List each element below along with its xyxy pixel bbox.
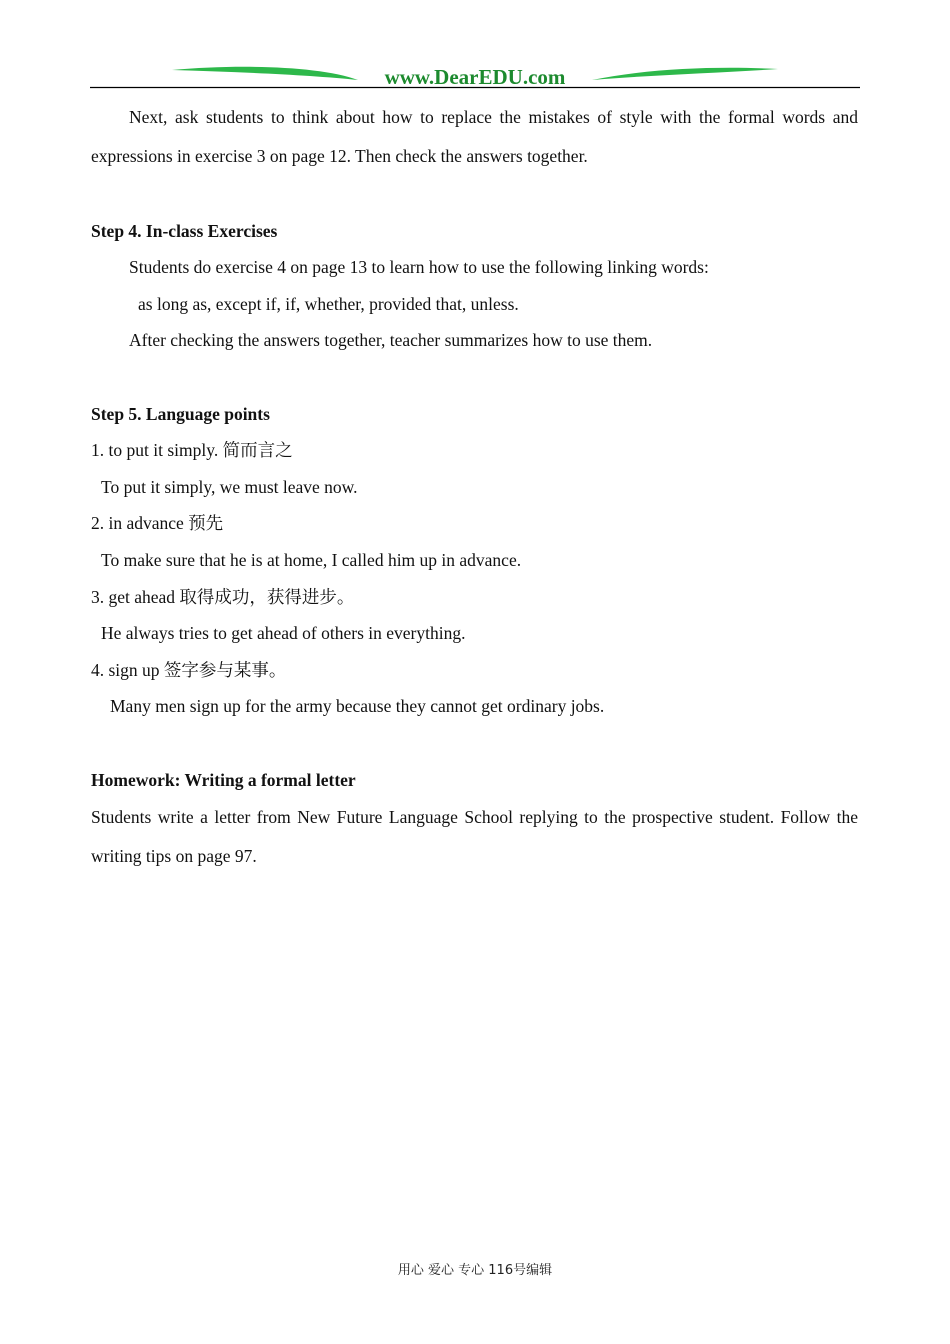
- language-point-term: 2. in advance 预先: [91, 513, 224, 534]
- document-body: [91, 98, 858, 876]
- spacer: [91, 725, 858, 762]
- page-footer: 用心 爱心 专心 116号编辑: [397, 1263, 553, 1278]
- page-header: [90, 60, 860, 90]
- header-swoosh-right: [592, 68, 778, 80]
- header-site-text: www.DearEDU.com: [384, 65, 566, 89]
- step4-line-1: Students do exercise 4 on page 13 to learn how to use the following linking words:: [129, 257, 709, 278]
- intro-paragraph: Next, ask students to think about how to replace the mistakes of style with the formal words and expressions in exercise 3 on page 12. Then check the answers together.: [91, 107, 858, 166]
- homework-text: Students write a letter from New Future Language School replying to the prospective student. Follow the writing tips on page 97.: [91, 807, 858, 867]
- spacer: [91, 359, 858, 396]
- language-point-term: 1. to put it simply. 简而言之: [91, 440, 293, 461]
- language-point-example: To make sure that he is at home, I called him up in advance.: [101, 549, 522, 570]
- homework-heading: Homework: Writing a formal letter: [91, 769, 356, 790]
- language-point-example: To put it simply, we must leave now.: [101, 476, 358, 497]
- spacer: [91, 176, 858, 213]
- step5-heading: Step 5. Language points: [91, 403, 270, 424]
- language-point-term: 4. sign up 签字参与某事。: [91, 659, 287, 680]
- language-point-term: 3. get ahead 取得成功，获得进步。: [91, 586, 355, 607]
- header-banner: [90, 60, 860, 90]
- language-point-example: He always tries to get ahead of others in everything.: [101, 623, 466, 644]
- step4-heading: Step 4. In-class Exercises: [91, 220, 278, 241]
- step4-line-2: as long as, except if, if, whether, provided that, unless.: [138, 293, 519, 314]
- language-point-example: Many men sign up for the army because they cannot get ordinary jobs.: [110, 696, 605, 717]
- step4-line-3: After checking the answers together, teacher summarizes how to use them.: [129, 330, 653, 351]
- header-swoosh-left: [172, 67, 358, 80]
